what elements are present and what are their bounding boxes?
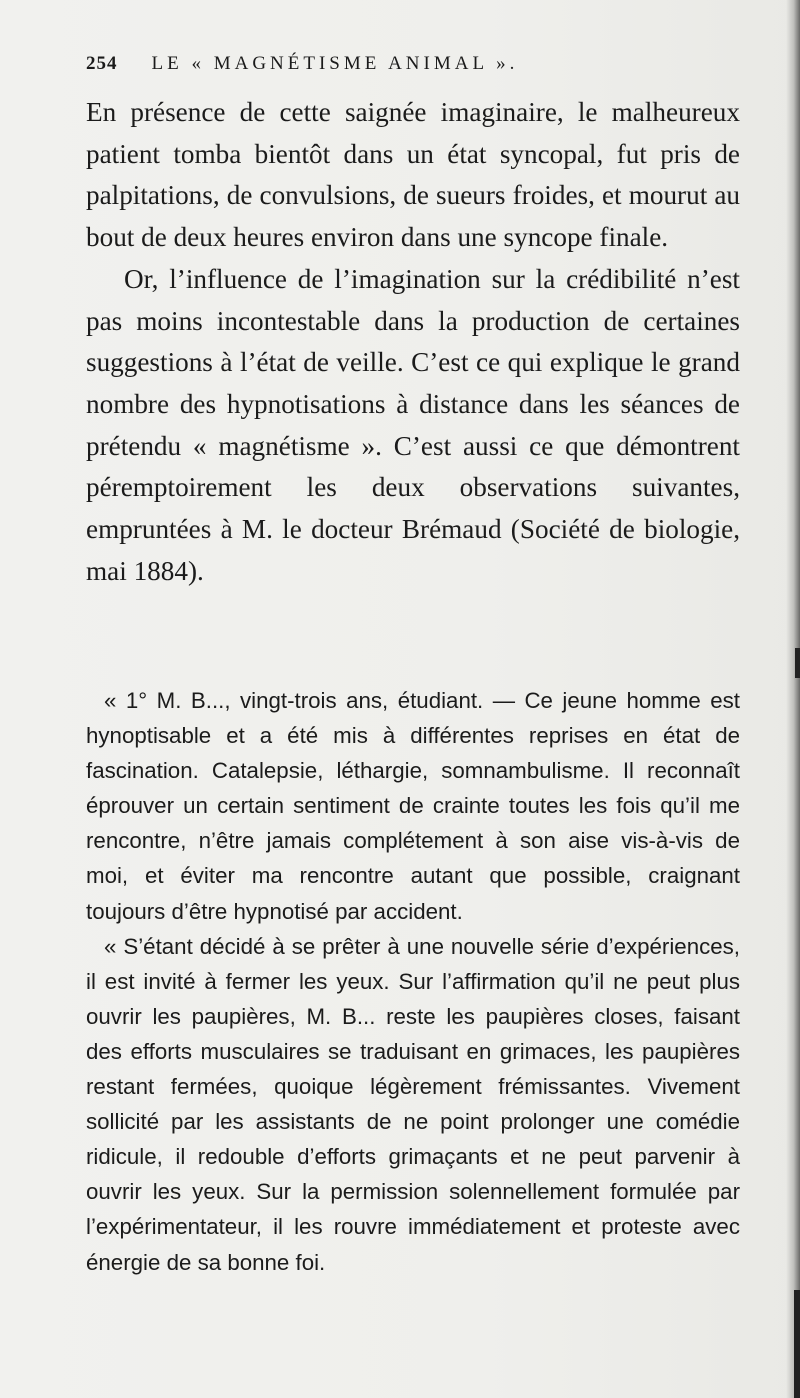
page-edge-shadow xyxy=(786,0,800,1398)
page-edge-mark xyxy=(795,648,800,678)
page-number: 254 xyxy=(86,53,118,74)
main-text xyxy=(86,92,740,592)
paragraph: En présence de cette saignée imaginaire, le malheureux patient tomba bientôt dans un état syncopal, fut pris de palpitations, de convulsions, de sueurs froides, et mourut au bout de deux heures environ dans une syncope finale. xyxy=(86,97,740,253)
quoted-observation xyxy=(86,683,740,1280)
paragraph: Or, l’influence de l’imagination sur la crédibilité n’est pas moins incontestable dans la production de certaines suggestions à l’état de veille. C’est ce qui explique le grand nombre des hypnotisations à distance dans les séances de prétendu « magnétisme ». C’est aussi ce que démontrent péremptoirement les deux observations suivantes, empruntées à M. le docteur Brémaud (Société de biologie, mai 1884). xyxy=(86,263,740,586)
running-header xyxy=(86,46,706,82)
page-edge-mark xyxy=(794,1290,800,1398)
running-title: LE « MAGNÉTISME ANIMAL ». xyxy=(151,53,519,74)
quote-paragraph: « 1° M. B..., vingt-trois ans, étudiant. — Ce jeune homme est hynoptisable et a été mis à différentes reprises en état de fascination. Catalepsie, léthargie, somnambulisme. Il reconnaît éprouver un certain sentiment de crainte toutes les fois qu’il me rencontre, n’être jamais complétement à son aise vis-à-vis de moi, et éviter ma rencontre autant que possible, craignant toujours d’être hypnotisé par accident. xyxy=(86,688,740,924)
quote-paragraph: « S’étant décidé à se prêter à une nouvelle série d’expériences, il est invité à fermer les yeux. Sur l’affirmation qu’il ne peut plus ouvrir les paupières, M. B... reste les paupières closes, faisant des efforts musculaires se traduisant en grimaces, les paupières restant fermées, quoique légèrement frémissantes. Vivement sollicité par les assistants de ne point prolonger une comédie ridicule, il redouble d’efforts grimaçants et ne peut parvenir à ouvrir les yeux. Sur la permission solennellement formulée par l’expérimentateur, il les rouvre immédiatement et proteste avec énergie de sa bonne foi. xyxy=(86,933,740,1275)
